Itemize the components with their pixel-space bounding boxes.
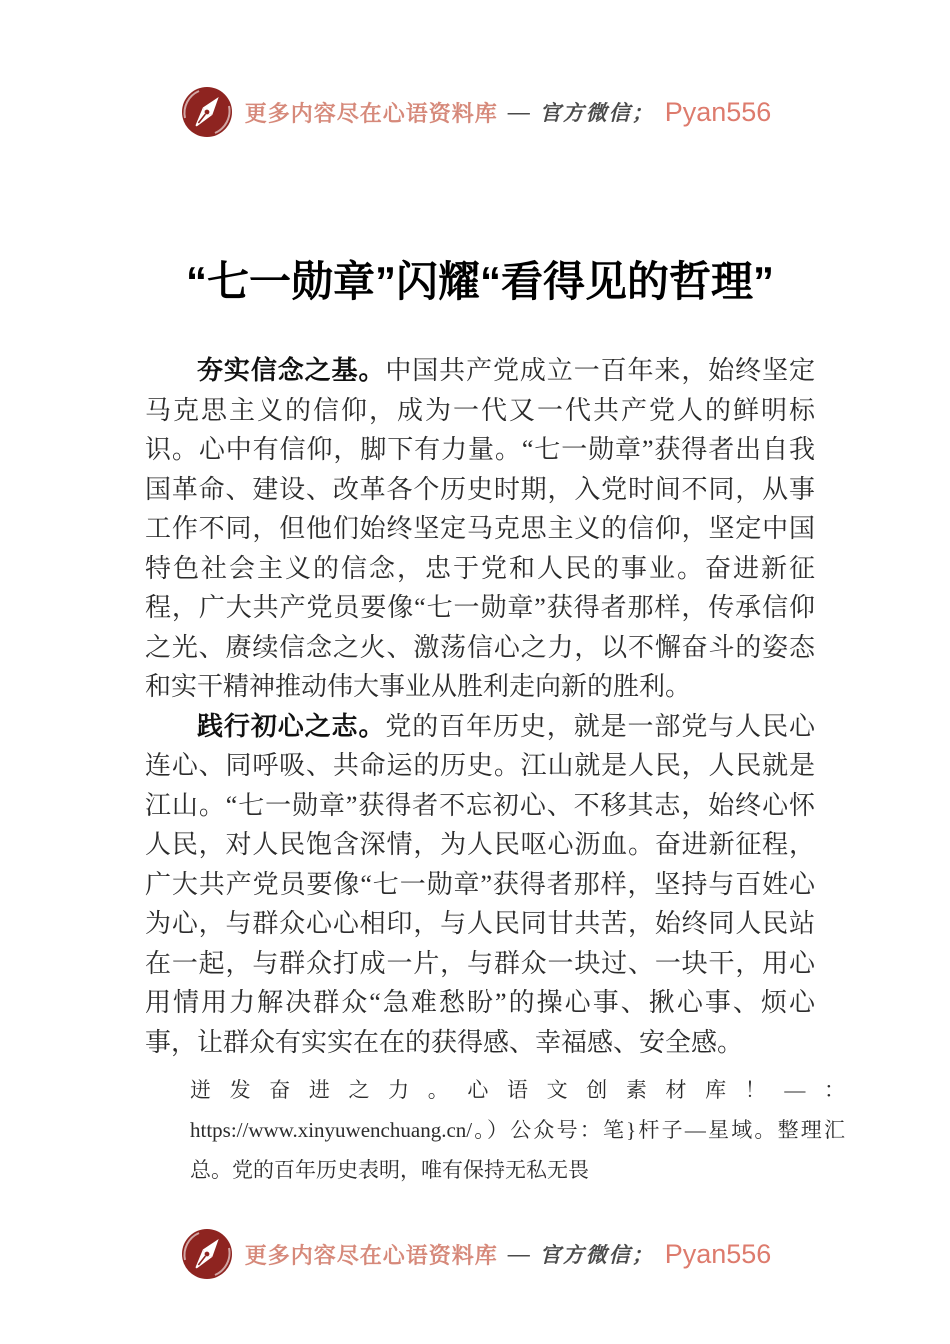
footer-wechat-id: Pyan556: [664, 1238, 772, 1269]
header-brand-text: 更多内容尽在心语资料库: [244, 100, 498, 126]
pen-seal-logo-icon: [179, 84, 235, 140]
article: [145, 254, 845, 1190]
header-wechat-id: Pyan556: [664, 96, 772, 127]
header-wechat-label: 官方微信；: [539, 101, 655, 125]
footnote: 迸发奋进之力。心语文创素材库！—：https://www.xinyuwenchuang.cn/。）公众号：笔}杆子—星域。整理汇总。党的百年历史表明，唯有保持无私无畏: [190, 1078, 845, 1182]
pen-seal-logo-icon: [179, 1226, 235, 1282]
paragraph-2: [145, 707, 815, 1063]
article-title: “七一勋章”闪耀“看得见的哲理”: [185, 258, 774, 305]
paragraph-1: [145, 351, 815, 707]
paragraph-2-body: 党的百年历史，就是一部党与人民心连心、同呼吸、共命运的历史。江山就是人民，人民就是江山。“七一勋章”获得者不忘初心、不移其志，始终心怀人民，对人民饱含深情，为人民呕心沥血。奋进新征程，广大共产党员要像“七一勋章”获得者那样，坚持与百姓心为心，与群众心心相印，与人民同甘共苦，始终同人民站在一起，与群众打成一片，与群众一块过、一块干，用心用情用力解决群众“急难愁盼”的操心事、揪心事、烦心事，让群众有实实在在的获得感、幸福感、安全感。: [145, 711, 815, 1057]
footer-brand-separator: —: [507, 1241, 530, 1266]
header-brand-separator: —: [507, 99, 530, 124]
footer-brand-text: 更多内容尽在心语资料库: [244, 1242, 498, 1268]
header-brand: [0, 0, 950, 140]
paragraph-2-lead: 践行初心之志。: [197, 710, 386, 741]
footer-brand: [0, 1226, 950, 1282]
paragraph-1-lead: 夯实信念之基。: [197, 355, 386, 385]
footer-wechat-label: 官方微信；: [539, 1243, 655, 1267]
paragraph-1-body: 中国共产党成立一百年来，始终坚定马克思主义的信仰，成为一代又一代共产党人的鲜明标识。心中有信仰，脚下有力量。“七一勋章”获得者出自我国革命、建设、改革各个历史时期，入党时间不同，从事工作不同，但他们始终坚定马克思主义的信仰，坚定中国特色社会主义的信念，忠于党和人民的事业。奋进新征程，广大共产党员要像“七一勋章”获得者那样，传承信仰之光、赓续信念之火、激荡信心之力，以不懈奋斗的姿态和实干精神推动伟大事业从胜利走向新的胜利。: [145, 356, 815, 701]
